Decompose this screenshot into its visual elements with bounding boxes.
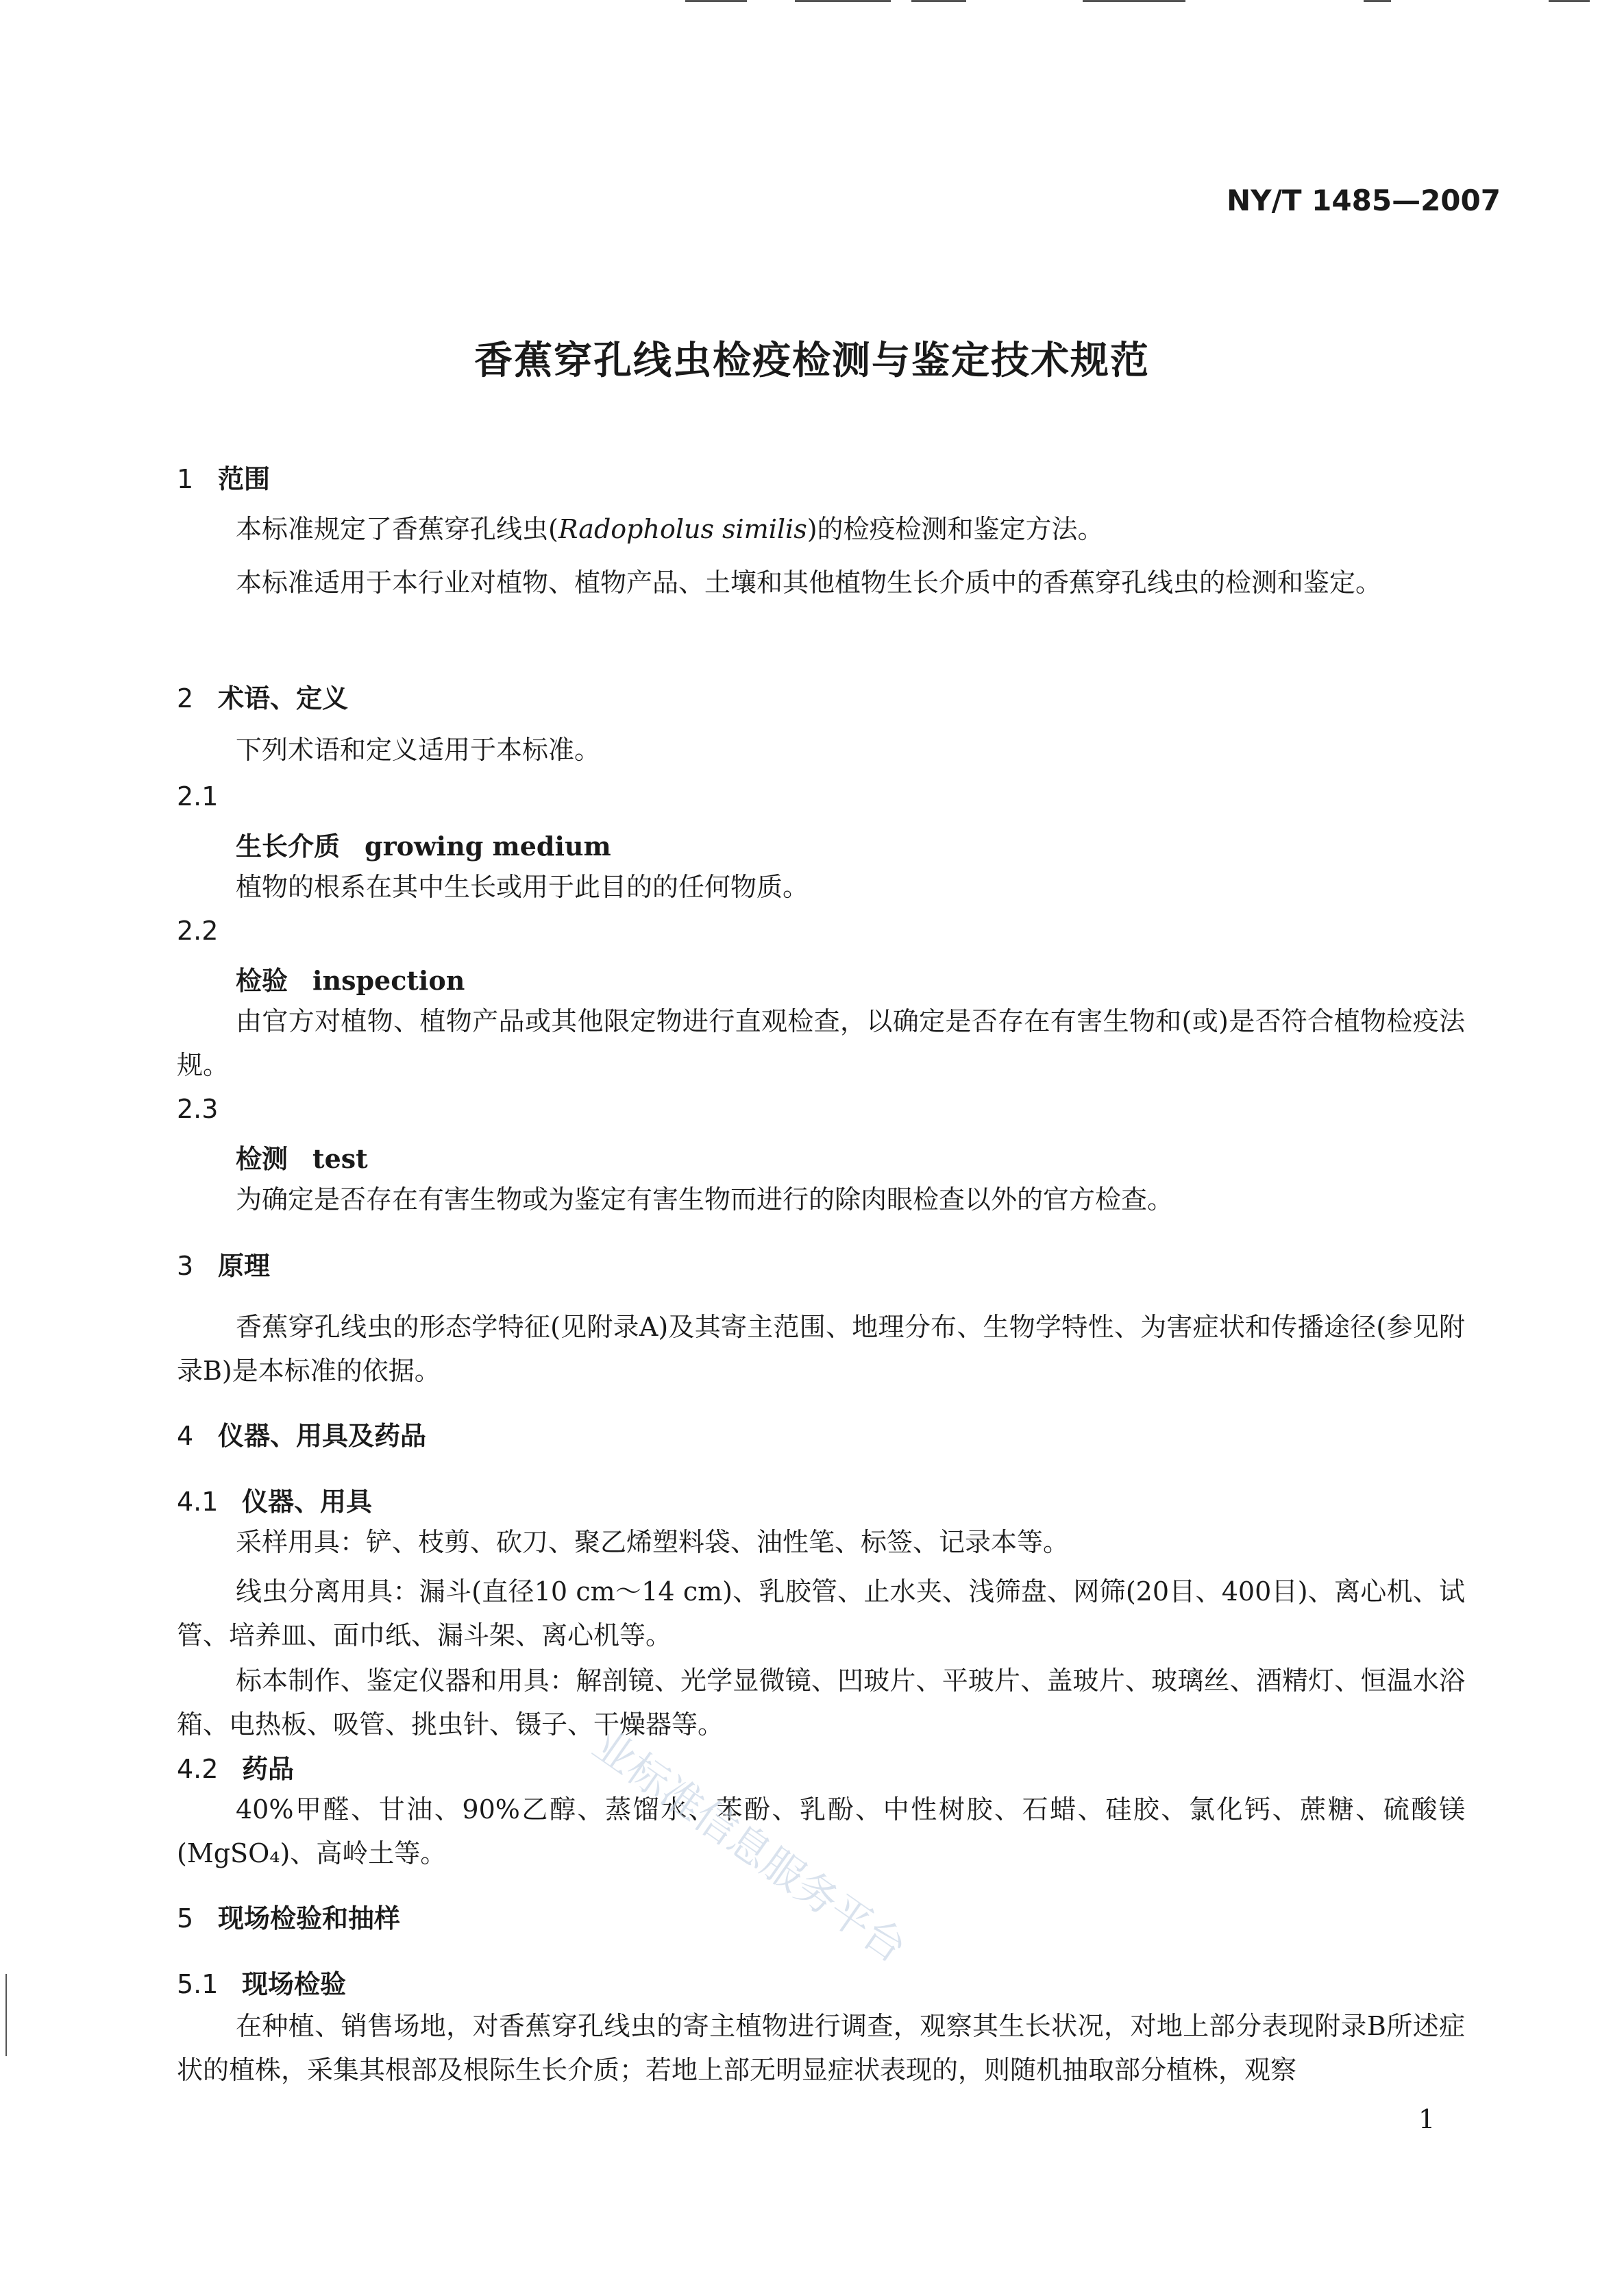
term-number: 2.3 bbox=[177, 1094, 219, 1124]
section-heading-2 bbox=[177, 677, 348, 715]
term-en: inspection bbox=[312, 965, 465, 996]
paragraph: 下列术语和定义适用于本标准。 bbox=[236, 735, 601, 765]
paragraph: 线虫分离用具：漏斗(直径10 cm～14 cm)、乳胶管、止水夹、浅筛盘、网筛(20目、400目)、离心机、试管、培养皿、面巾纸、漏斗架、离心机等。 bbox=[177, 1576, 1465, 1650]
section-heading-3 bbox=[177, 1245, 270, 1282]
term-en: growing medium bbox=[365, 831, 611, 862]
section-number: 5 bbox=[177, 1903, 194, 1934]
paragraph: 采样用具：铲、枝剪、砍刀、聚乙烯塑料袋、油性笔、标签、记录本等。 bbox=[236, 1527, 1070, 1557]
section-title: 仪器、用具及药品 bbox=[218, 1421, 427, 1451]
paragraph: 香蕉穿孔线虫的形态学特征(见附录A)及其寄主范围、地理分布、生物学特性、为害症状和传播途径(参见附录B)是本标准的依据。 bbox=[177, 1312, 1465, 1386]
watermark: 业标准信息服务平台 bbox=[584, 1720, 915, 1973]
species-name: Radopholus similis bbox=[558, 514, 807, 544]
scan-mark bbox=[5, 1974, 7, 2056]
scan-mark bbox=[795, 0, 891, 2]
paragraph: 标本制作、鉴定仪器和用具：解剖镜、光学显微镜、凹玻片、平玻片、盖玻片、玻璃丝、酒精灯、恒温水浴箱、电热板、吸管、挑虫针、镊子、干燥器等。 bbox=[177, 1666, 1465, 1740]
subsection-heading-4-2 bbox=[177, 1748, 294, 1785]
section-title: 原理 bbox=[218, 1251, 271, 1281]
term-zh: 检测 bbox=[236, 1144, 288, 1174]
scan-mark bbox=[1549, 0, 1590, 2]
section-heading-5 bbox=[177, 1897, 400, 1935]
term-zh: 生长介质 bbox=[236, 831, 341, 862]
subsection-number: 4.2 bbox=[177, 1754, 219, 1784]
standard-number: NY/T 1485—2007 bbox=[1227, 184, 1501, 217]
subsection-title: 现场检验 bbox=[242, 1969, 347, 1999]
page-number: 1 bbox=[1418, 2104, 1436, 2134]
section-heading-1 bbox=[177, 458, 270, 496]
scan-mark bbox=[1083, 0, 1185, 2]
paragraph bbox=[177, 507, 1465, 551]
term-definition: 为确定是否存在有害生物或为鉴定有害生物而进行的除肉眼检查以外的官方检查。 bbox=[236, 1184, 1174, 1215]
section-title: 术语、定义 bbox=[218, 683, 349, 713]
subsection-heading-4-1 bbox=[177, 1480, 372, 1518]
term-definition: 植物的根系在其中生长或用于此目的的任何物质。 bbox=[236, 872, 809, 902]
subsection-number: 4.1 bbox=[177, 1487, 219, 1517]
section-heading-4 bbox=[177, 1415, 426, 1452]
text-run: )的检疫检测和鉴定方法。 bbox=[807, 514, 1104, 544]
term-heading bbox=[236, 960, 465, 997]
term-definition: 由官方对植物、植物产品或其他限定物进行直观检查，以确定是否存在有害生物和(或)是否符合植物检疫法规。 bbox=[177, 1006, 1465, 1080]
term-heading bbox=[236, 1138, 368, 1175]
paragraph: 在种植、销售场地，对香蕉穿孔线虫的寄主植物进行调查，观察其生长状况，对地上部分表现附录B所述症状的植株，采集其根部及根际生长介质；若地上部无明显症状表现的，则随机抽取部分植株，观察 bbox=[177, 2011, 1465, 2085]
section-number: 2 bbox=[177, 683, 194, 713]
text-run: 本标准规定了香蕉穿孔线虫( bbox=[236, 514, 558, 544]
document-title: 香蕉穿孔线虫检疫检测与鉴定技术规范 bbox=[474, 339, 1150, 383]
paragraph: 40%甲醛、甘油、90%乙醇、蒸馏水、苯酚、乳酚、中性树胶、石蜡、硅胶、氯化钙、蔗糖、硫酸镁(MgSO₄)、高岭土等。 bbox=[177, 1794, 1465, 1868]
section-number: 4 bbox=[177, 1421, 194, 1451]
subsection-number: 5.1 bbox=[177, 1969, 219, 1999]
scan-mark bbox=[911, 0, 966, 2]
subsection-title: 药品 bbox=[242, 1754, 295, 1784]
term-zh: 检验 bbox=[236, 966, 288, 996]
term-number: 2.2 bbox=[177, 916, 219, 946]
term-en: test bbox=[312, 1143, 368, 1174]
term-heading bbox=[236, 825, 611, 863]
section-number: 3 bbox=[177, 1251, 194, 1281]
scan-mark bbox=[685, 0, 747, 2]
section-number: 1 bbox=[177, 464, 194, 494]
term-number: 2.1 bbox=[177, 781, 219, 812]
subsection-heading-5-1 bbox=[177, 1963, 346, 2001]
paragraph: 本标准适用于本行业对植物、植物产品、土壤和其他植物生长介质中的香蕉穿孔线虫的检测和鉴定。 bbox=[236, 568, 1382, 598]
section-title: 现场检验和抽样 bbox=[218, 1903, 401, 1934]
subsection-title: 仪器、用具 bbox=[242, 1487, 373, 1517]
section-title: 范围 bbox=[218, 464, 271, 494]
scan-mark bbox=[1364, 0, 1391, 2]
